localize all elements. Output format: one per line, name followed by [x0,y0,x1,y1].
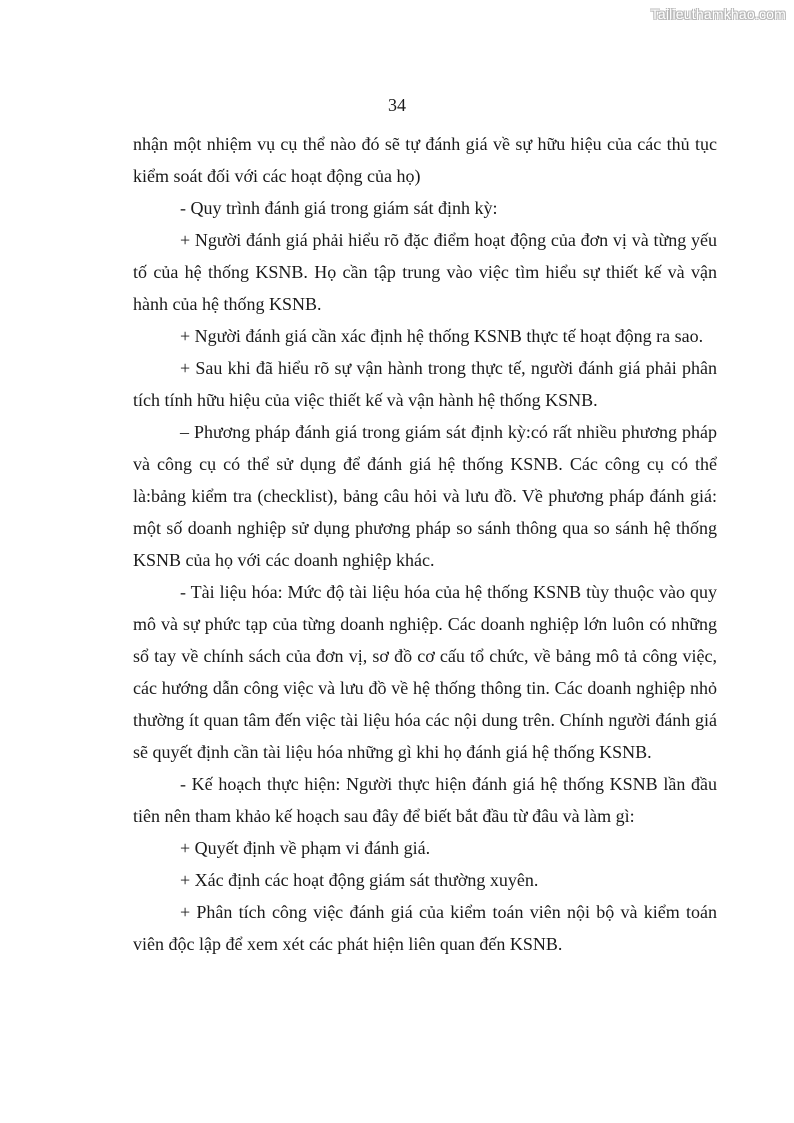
paragraph-documentation: - Tài liệu hóa: Mức độ tài liệu hóa của hệ thống KSNB tùy thuộc vào quy mô và sự phức tạp của từng doanh nghiệp. Các doanh nghiệp lớn luôn có những sổ tay về chính sách của đơn vị, sơ đồ cơ cấu tổ chức, về bảng mô tả công việc, các hướng dẫn công việc và lưu đồ về hệ thống thông tin. Các doanh nghiệp nhỏ thường ít quan tâm đến việc tài liệu hóa các nội dung trên. Chính người đánh giá sẽ quyết định cần tài liệu hóa những gì khi họ đánh giá hệ thống KSNB. [133,582,717,762]
paragraph-implementation-plan: - Kế hoạch thực hiện: Người thực hiện đánh giá hệ thống KSNB lần đầu tiên nên tham khảo kế hoạch sau đây để biết bắt đầu từ đâu và làm gì: [133,774,717,826]
paragraph-continuation: nhận một nhiệm vụ cụ thể nào đó sẽ tự đánh giá về sự hữu hiệu của các thủ tục kiểm soát đối với các hoạt động của họ) [133,134,717,186]
paragraph-understand-operations: + Người đánh giá phải hiểu rõ đặc điểm hoạt động của đơn vị và từng yếu tố của hệ thống KSNB. Họ cần tập trung vào việc tìm hiểu sự thiết kế và vận hành của hệ thống KSNB. [133,230,717,314]
page-number: 34 [388,95,406,115]
paragraph-analyze-auditors: + Phân tích công việc đánh giá của kiểm toán viên nội bộ và kiểm toán viên độc lập để xem xét các phát hiện liên quan đến KSNB. [133,902,717,954]
watermark: Tailieuthamkhao.com [650,6,786,22]
document-body [133,128,717,960]
paragraph-determine-actual-operation: + Người đánh giá cần xác định hệ thống KSNB thực tế hoạt động ra sao. [180,326,704,346]
paragraph-evaluation-methods: – Phương pháp đánh giá trong giám sát định kỳ:có rất nhiều phương pháp và công cụ có thể sử dụng để đánh giá hệ thống KSNB. Các công cụ có thể là:bảng kiểm tra (checklist), bảng câu hỏi và lưu đồ. Về phương pháp đánh giá: một số doanh nghiệp sử dụng phương pháp so sánh thông qua so sánh hệ thống KSNB của họ với các doanh nghiệp khác. [133,422,717,570]
paragraph-identify-monitoring: + Xác định các hoạt động giám sát thường xuyên. [180,870,539,890]
paragraph-review-process: - Quy trình đánh giá trong giám sát định kỳ: [180,198,498,218]
paragraph-decide-scope: + Quyết định về phạm vi đánh giá. [180,838,431,858]
paragraph-analyze-effectiveness: + Sau khi đã hiểu rõ sự vận hành trong thực tế, người đánh giá phải phân tích tính hữu hiệu của việc thiết kế và vận hành hệ thống KSNB. [133,358,717,410]
